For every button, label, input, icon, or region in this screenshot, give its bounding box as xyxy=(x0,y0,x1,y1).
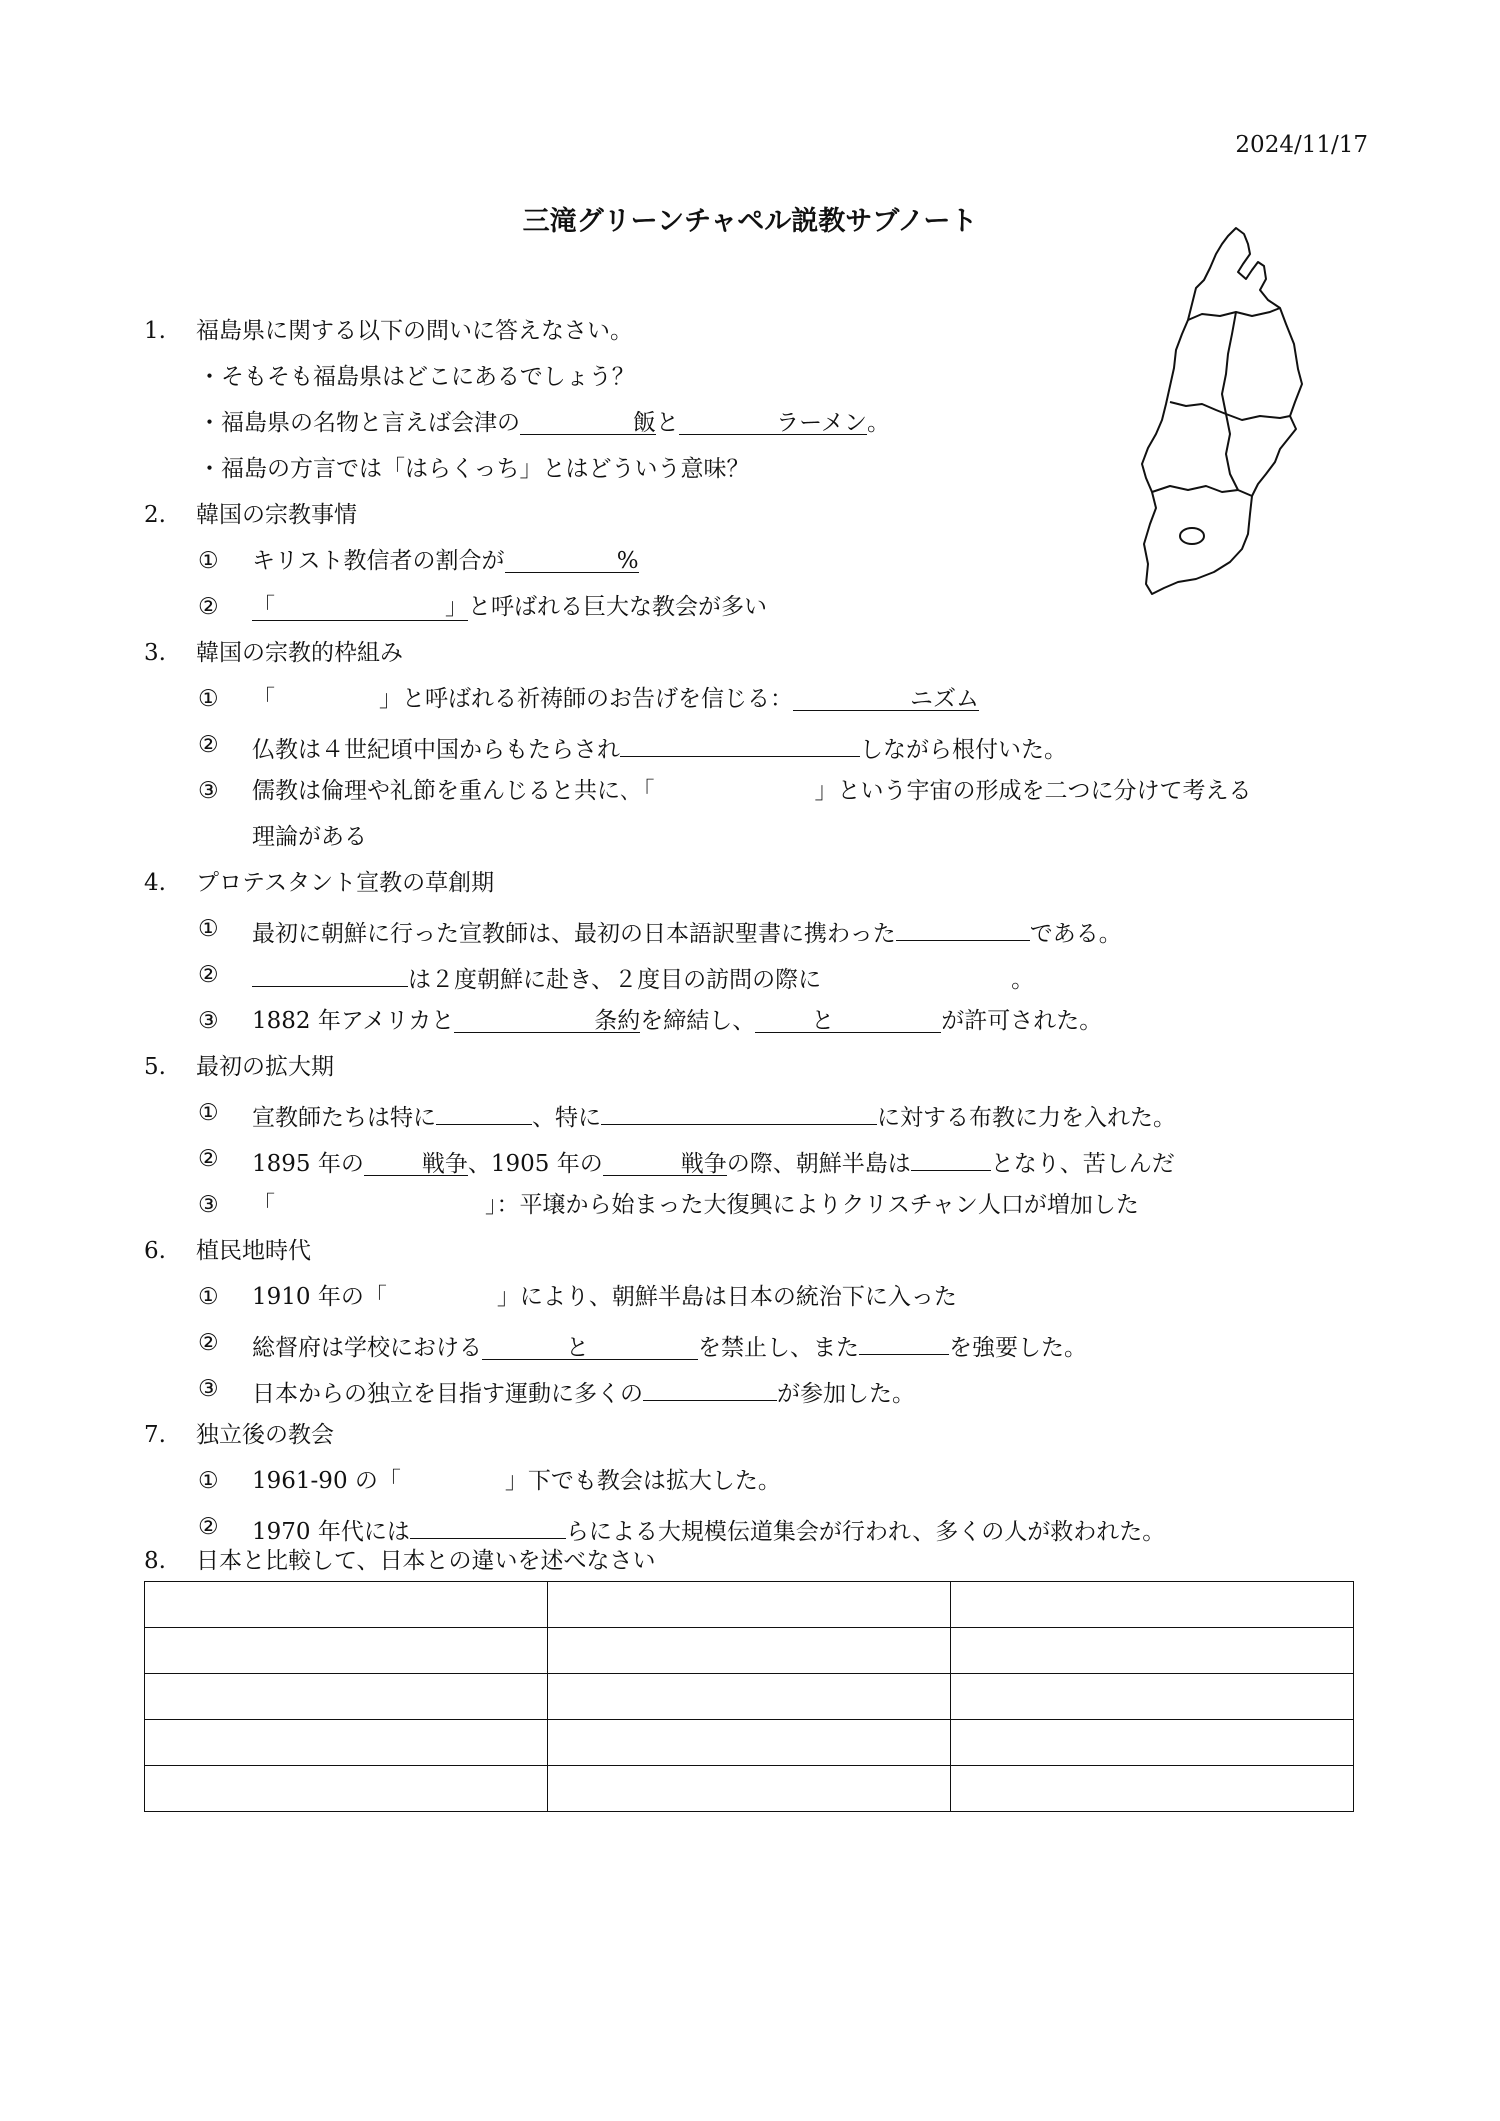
q6-item-3-mark: ③ xyxy=(198,1376,219,1402)
q3-item-2-mark: ② xyxy=(198,732,219,758)
table-cell[interactable] xyxy=(951,1628,1354,1674)
q4-fill-blank-treaty[interactable] xyxy=(454,1006,640,1033)
q3-item-2-post: しながら根付いた。 xyxy=(860,737,1067,763)
table-cell[interactable] xyxy=(951,1674,1354,1720)
q3-heading: 韓国の宗教的枠組み xyxy=(196,640,403,666)
q1-specialty-end: 。 xyxy=(867,410,890,436)
q2-item-1-text: キリスト教信者の割合が xyxy=(252,548,505,574)
q3-item-2-text: 仏教は４世紀頃中国からもたらされ xyxy=(252,737,620,763)
q5-item-3-text: 」：平壌から始まった大復興によりクリスチャン人口が増加した xyxy=(485,1192,1139,1218)
q5-item-2-mid: 、1905 年の xyxy=(467,1151,603,1177)
q6-fill-blank-prohibited[interactable] xyxy=(482,1333,698,1360)
comparison-table xyxy=(144,1581,1354,1812)
q3-item-3-mark: ③ xyxy=(198,778,219,804)
table-cell[interactable] xyxy=(145,1766,548,1812)
table-row xyxy=(145,1766,1354,1812)
table-cell[interactable] xyxy=(548,1582,951,1628)
q1-bullet-dialect: ・福島の方言では「はらくっち」とはどういう意味？ xyxy=(198,456,750,482)
q2-item-2-text: と呼ばれる巨大な教会が多い xyxy=(468,594,767,620)
q1-bullet-specialty xyxy=(198,408,890,438)
q3-nism-suffix: ニズム xyxy=(910,686,979,712)
q4-item-2-end: 。 xyxy=(1011,967,1035,993)
q7-heading: 独立後の教会 xyxy=(196,1422,334,1448)
q6-fill-blank-participants[interactable] xyxy=(643,1374,777,1401)
q1-meal-suffix: 飯 xyxy=(633,410,656,436)
q4-treaty-suffix: 条約 xyxy=(594,1008,641,1034)
q5-fill-blank-target[interactable] xyxy=(601,1098,877,1125)
q2-open-bracket: 「 xyxy=(252,594,275,620)
q6-item-1-mark: ① xyxy=(198,1284,219,1310)
q4-fill-blank-permitted[interactable] xyxy=(755,1006,941,1033)
q2-fill-blank-church-type[interactable] xyxy=(252,594,468,621)
q3-item-1-mark: ① xyxy=(198,686,219,712)
table-cell[interactable] xyxy=(145,1628,548,1674)
table-cell[interactable] xyxy=(951,1720,1354,1766)
q7-item-2-text: 1970 年代には xyxy=(252,1519,410,1545)
q4-item-3-text: 1882 年アメリカと xyxy=(252,1008,455,1034)
q1-bullet-location: ・そもそも福島県はどこにあるでしょう？ xyxy=(198,364,635,390)
q5-item-2-post: となり、苦しんだ xyxy=(990,1151,1175,1177)
q8-heading: 日本と比較して、日本との違いを述べなさい xyxy=(196,1548,656,1574)
q5-fill-blank-war-1895[interactable] xyxy=(364,1149,468,1176)
q3-item-1-open: 「 xyxy=(252,686,275,712)
q1-fill-blank-meal[interactable] xyxy=(520,408,656,435)
table-cell[interactable] xyxy=(548,1720,951,1766)
q3-number: 3. xyxy=(144,640,166,666)
q5-item-1-text: 宣教師たちは特に xyxy=(252,1105,436,1131)
q4-item-2-mark: ② xyxy=(198,962,219,988)
table-cell[interactable] xyxy=(951,1766,1354,1812)
q6-prohibited-and: と xyxy=(566,1335,589,1361)
q4-item-3-post: が許可された。 xyxy=(941,1008,1103,1034)
q6-item-2-text: 総督府は学校における xyxy=(252,1335,482,1361)
q4-fill-blank-person[interactable] xyxy=(252,960,408,987)
q6-item-1-post: 」により、朝鮮半島は日本の統治下に入った xyxy=(496,1284,957,1310)
q7-item-2-post: らによる大規模伝道集会が行われ、多くの人が救われた。 xyxy=(565,1519,1166,1545)
table-cell[interactable] xyxy=(548,1766,951,1812)
q3-fill-blank-nism[interactable] xyxy=(793,684,979,711)
q3-item-3-continued: 理論がある xyxy=(252,824,367,850)
q7-fill-blank-evangelist[interactable] xyxy=(410,1512,566,1539)
q1-number: 1. xyxy=(144,318,166,344)
q5-fill-blank-group[interactable] xyxy=(436,1098,532,1125)
q5-number: 5. xyxy=(144,1054,166,1080)
table-cell[interactable] xyxy=(145,1582,548,1628)
q6-item-2-mark: ② xyxy=(198,1330,219,1356)
q5-item-2-mark: ② xyxy=(198,1146,219,1172)
q5-item-1-post: に対する布教に力を入れた。 xyxy=(877,1105,1176,1131)
q5-war-1895-suffix: 戦争 xyxy=(421,1151,468,1177)
table-cell[interactable] xyxy=(145,1720,548,1766)
q6-fill-blank-forced[interactable] xyxy=(859,1328,949,1355)
table-cell[interactable] xyxy=(548,1674,951,1720)
q5-item-1-mid: 、特に xyxy=(532,1105,601,1131)
q4-heading: プロテスタント宣教の草創期 xyxy=(196,870,495,896)
q8-number: 8. xyxy=(144,1548,166,1574)
table-row xyxy=(145,1628,1354,1674)
table-row xyxy=(145,1582,1354,1628)
q1-fill-blank-ramen[interactable] xyxy=(679,408,867,435)
table-cell[interactable] xyxy=(548,1628,951,1674)
q1-specialty-prefix: ・福島県の名物と言えば会津の xyxy=(198,410,520,436)
q4-item-2-text: は２度朝鮮に赴き、２度目の訪問の際に xyxy=(408,967,822,993)
q4-item-3-mid: を締結し、 xyxy=(640,1008,756,1034)
q2-close-bracket: 」 xyxy=(445,594,468,620)
q1-specialty-and: と xyxy=(656,410,679,436)
q5-item-2-mid2: の際、朝鮮半島は xyxy=(726,1151,911,1177)
table-cell[interactable] xyxy=(951,1582,1354,1628)
q1-ramen-suffix: ラーメン xyxy=(776,410,867,436)
q7-item-1-text: 1961-90 の「 xyxy=(252,1468,401,1494)
q6-number: 6. xyxy=(144,1238,166,1264)
q4-permitted-and: と xyxy=(811,1008,835,1034)
q7-item-2-mark: ② xyxy=(198,1514,219,1540)
q5-item-1-mark: ① xyxy=(198,1100,219,1126)
q4-number: 4. xyxy=(144,870,166,896)
document-date: 2024/11/17 xyxy=(1235,132,1368,158)
q3-item-1-text: 」と呼ばれる祈祷師のお告げを信じる： xyxy=(379,686,793,712)
q7-number: 7. xyxy=(144,1422,166,1448)
q4-item-3-mark: ③ xyxy=(198,1008,219,1034)
q2-fill-blank-percent[interactable] xyxy=(505,546,639,573)
q3-item-3-text: 儒教は倫理や礼節を重んじると共に､「 xyxy=(252,778,655,804)
q4-item-1-text: 最初に朝鮮に行った宣教師は、最初の日本語訳聖書に携わった xyxy=(252,921,896,947)
q1-heading: 福島県に関する以下の問いに答えなさい。 xyxy=(196,318,633,344)
q2-percent-sign: % xyxy=(616,548,639,574)
q6-item-1-text: 1910 年の「 xyxy=(252,1284,387,1310)
q6-heading: 植民地時代 xyxy=(196,1238,311,1264)
q4-item-1-post: である。 xyxy=(1029,921,1122,947)
q5-fill-blank-state[interactable] xyxy=(911,1144,991,1171)
q7-item-1-post: 」下でも教会は拡大した。 xyxy=(504,1468,781,1494)
q2-number: 2. xyxy=(144,502,166,528)
q2-item-2-mark: ② xyxy=(198,594,219,620)
table-row xyxy=(145,1674,1354,1720)
q5-war-1905-suffix: 戦争 xyxy=(680,1151,727,1177)
table-cell[interactable] xyxy=(145,1674,548,1720)
q5-fill-blank-war-1905[interactable] xyxy=(603,1149,727,1176)
document-title: 三滝グリーンチャペル説教サブノート xyxy=(522,206,978,237)
q6-item-3-text: 日本からの独立を目指す運動に多くの xyxy=(252,1381,643,1407)
q7-item-1-mark: ① xyxy=(198,1468,219,1494)
q4-item-1-mark: ① xyxy=(198,916,219,942)
q5-item-3-open: 「 xyxy=(252,1192,275,1218)
q6-item-2-post: を強要した。 xyxy=(949,1335,1087,1361)
q3-item-3-post: 」という宇宙の形成を二つに分けて考える xyxy=(814,778,1252,804)
q5-heading: 最初の拡大期 xyxy=(196,1054,334,1080)
q5-item-3-mark: ③ xyxy=(198,1192,219,1218)
tohoku-map-illustration xyxy=(1130,224,1320,599)
q3-fill-blank-buddhism[interactable] xyxy=(620,730,860,757)
q2-item-1-mark: ① xyxy=(198,548,219,574)
table-row xyxy=(145,1720,1354,1766)
q2-heading: 韓国の宗教事情 xyxy=(196,502,357,528)
q6-item-2-mid: を禁止し、また xyxy=(698,1335,859,1361)
q5-item-2-text: 1895 年の xyxy=(252,1151,364,1177)
q6-item-3-post: が参加した。 xyxy=(777,1381,915,1407)
q4-fill-blank-missionary[interactable] xyxy=(896,914,1030,941)
